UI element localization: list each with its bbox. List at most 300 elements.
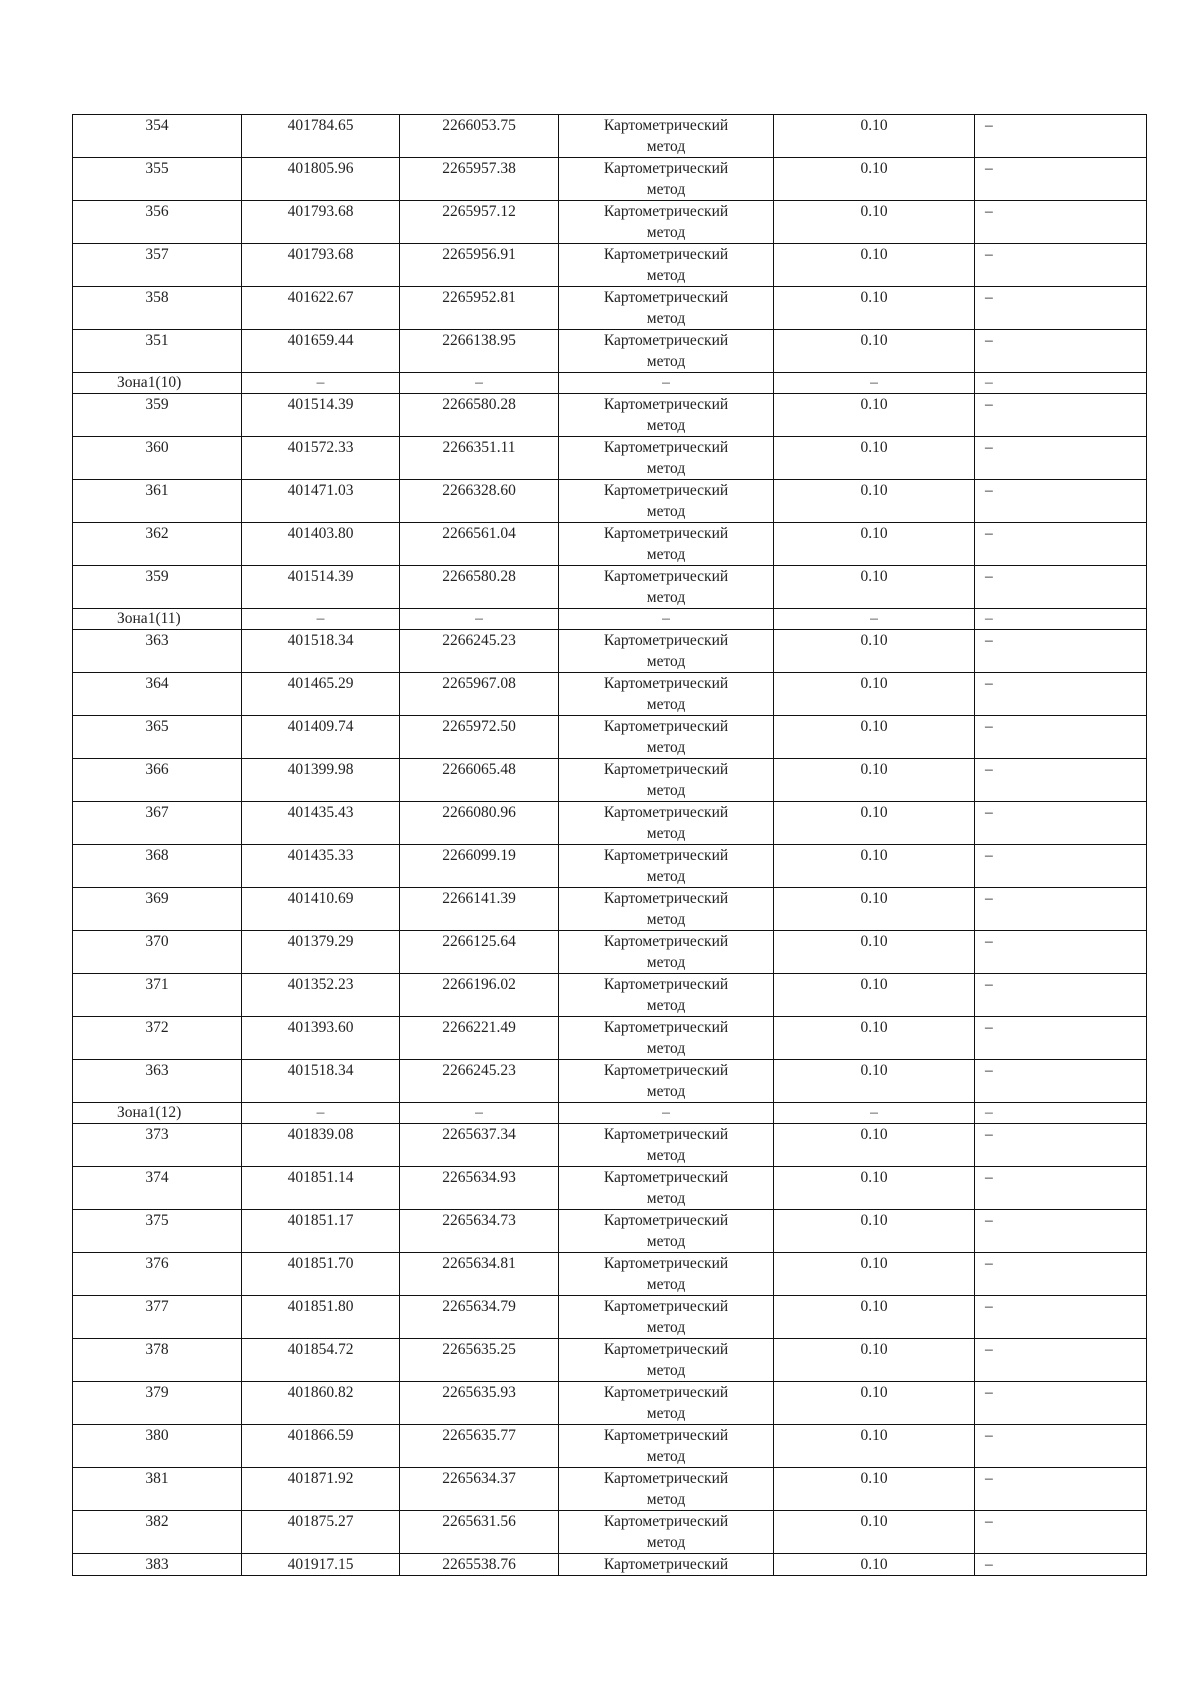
method-cell [559,115,774,158]
method-line-1: Картометрический [603,525,729,542]
method-line-2: метод [646,653,686,670]
y-coordinate-cell: 2265637.34 [400,1124,559,1167]
method-line-1: Картометрический [603,568,729,585]
accuracy-cell: 0.10 [774,480,975,523]
table-row [73,1210,1147,1253]
point-number-cell: 375 [73,1210,242,1253]
method-line-1: Картометрический [603,1019,729,1036]
point-number-cell: 382 [73,1511,242,1554]
method-line-1: Картометрический [603,482,729,499]
method-cell [559,1167,774,1210]
note-cell: – [975,1017,1147,1060]
point-number-cell: 364 [73,673,242,716]
method-line-1: Картометрический [603,117,729,134]
method-line-2: метод [646,310,686,327]
accuracy-cell: 0.10 [774,566,975,609]
y-coordinate-cell: 2266138.95 [400,330,559,373]
table-row [73,888,1147,931]
method-cell [559,716,774,759]
note-cell: – [975,1382,1147,1425]
note-cell: – [975,1511,1147,1554]
table-row [73,1468,1147,1511]
note-cell: – [975,888,1147,931]
x-coordinate-cell: 401805.96 [242,158,400,201]
point-number-cell: 358 [73,287,242,330]
method-line-1: Картометрический [603,1384,729,1401]
method-line-2: метод [646,460,686,477]
method-line-1: Картометрический [603,1427,729,1444]
point-number-cell: 370 [73,931,242,974]
point-number-cell: 363 [73,630,242,673]
note-cell: – [975,244,1147,287]
point-number-cell: 362 [73,523,242,566]
method-cell [559,523,774,566]
note-cell: – [975,158,1147,201]
method-line-2: метод [646,1362,686,1379]
x-coordinate-cell: 401622.67 [242,287,400,330]
note-cell: – [975,673,1147,716]
point-number-cell: 354 [73,115,242,158]
method-line-1: Картометрический [603,1556,729,1573]
point-number-cell: 377 [73,1296,242,1339]
y-coordinate-cell: 2265634.79 [400,1296,559,1339]
table-row [73,1253,1147,1296]
zone-dash-cell: – [242,609,400,630]
method-line-2: метод [646,1190,686,1207]
zone-dash-cell: – [774,373,975,394]
method-cell [559,480,774,523]
zone-dash-cell: – [242,1103,400,1124]
method-line-1: Картометрический [603,1062,729,1079]
accuracy-cell: 0.10 [774,931,975,974]
method-cell [559,394,774,437]
method-line-2: метод [646,696,686,713]
method-line-1: Картометрический [603,933,729,950]
method-cell [559,1017,774,1060]
method-line-1: Картометрический [603,1341,729,1358]
method-line-1: Картометрический [603,160,729,177]
y-coordinate-cell: 2266561.04 [400,523,559,566]
accuracy-cell: 0.10 [774,523,975,566]
x-coordinate-cell: 401379.29 [242,931,400,974]
note-cell: – [975,523,1147,566]
x-coordinate-cell: 401851.17 [242,1210,400,1253]
table-row [73,974,1147,1017]
y-coordinate-cell: 2265956.91 [400,244,559,287]
accuracy-cell: 0.10 [774,287,975,330]
note-cell: – [975,759,1147,802]
note-cell: – [975,115,1147,158]
note-cell: – [975,394,1147,437]
x-coordinate-cell: 401514.39 [242,566,400,609]
method-cell [559,1382,774,1425]
accuracy-cell: 0.10 [774,1339,975,1382]
note-cell: – [975,1468,1147,1511]
y-coordinate-cell: 2266196.02 [400,974,559,1017]
zone-dash-cell: – [559,609,774,630]
method-cell [559,759,774,802]
y-coordinate-cell: 2266099.19 [400,845,559,888]
method-line-2: метод [646,224,686,241]
y-coordinate-cell: 2266351.11 [400,437,559,480]
x-coordinate-cell: 401435.33 [242,845,400,888]
method-line-2: метод [646,1319,686,1336]
y-coordinate-cell: 2265635.93 [400,1382,559,1425]
point-number-cell: 359 [73,394,242,437]
method-line-1: Картометрический [603,761,729,778]
point-number-cell: 355 [73,158,242,201]
method-cell [559,1554,774,1576]
note-cell: – [975,802,1147,845]
method-cell [559,845,774,888]
method-cell [559,1124,774,1167]
y-coordinate-cell: 2265631.56 [400,1511,559,1554]
method-line-2: метод [646,1040,686,1057]
table-row [73,759,1147,802]
accuracy-cell: 0.10 [774,201,975,244]
y-coordinate-cell: 2265538.76 [400,1554,559,1576]
method-line-1: Картометрический [603,332,729,349]
x-coordinate-cell: 401784.65 [242,115,400,158]
note-cell: – [975,974,1147,1017]
y-coordinate-cell: 2265972.50 [400,716,559,759]
accuracy-cell: 0.10 [774,244,975,287]
accuracy-cell: 0.10 [774,1468,975,1511]
method-line-2: метод [646,589,686,606]
table-row [73,931,1147,974]
accuracy-cell: 0.10 [774,1425,975,1468]
method-line-2: метод [646,181,686,198]
method-cell [559,330,774,373]
note-cell: – [975,201,1147,244]
method-cell [559,201,774,244]
table-row [73,523,1147,566]
note-cell: – [975,716,1147,759]
accuracy-cell: 0.10 [774,394,975,437]
accuracy-cell: 0.10 [774,1060,975,1103]
table-row [73,480,1147,523]
method-line-2: метод [646,138,686,155]
point-number-cell: 373 [73,1124,242,1167]
x-coordinate-cell: 401518.34 [242,630,400,673]
method-line-2: метод [646,417,686,434]
method-line-1: Картометрический [603,1298,729,1315]
x-coordinate-cell: 401871.92 [242,1468,400,1511]
x-coordinate-cell: 401409.74 [242,716,400,759]
method-line-1: Картометрический [603,1255,729,1272]
point-number-cell: 357 [73,244,242,287]
point-number-cell: 365 [73,716,242,759]
note-cell: – [975,566,1147,609]
method-cell [559,287,774,330]
coordinates-table [72,114,1147,1576]
accuracy-cell: 0.10 [774,845,975,888]
method-cell [559,673,774,716]
point-number-cell: 361 [73,480,242,523]
method-line-1: Картометрический [603,203,729,220]
method-cell [559,931,774,974]
zone-dash-cell: – [400,373,559,394]
table-row [73,115,1147,158]
note-cell: – [975,330,1147,373]
table-row [73,845,1147,888]
y-coordinate-cell: 2265634.73 [400,1210,559,1253]
method-cell [559,1425,774,1468]
table-row [73,566,1147,609]
y-coordinate-cell: 2265634.37 [400,1468,559,1511]
point-number-cell: 359 [73,566,242,609]
accuracy-cell: 0.10 [774,1253,975,1296]
method-line-2: метод [646,1147,686,1164]
note-cell: – [975,1124,1147,1167]
point-number-cell: 380 [73,1425,242,1468]
x-coordinate-cell: 401514.39 [242,394,400,437]
accuracy-cell: 0.10 [774,1210,975,1253]
note-cell: – [975,630,1147,673]
method-line-2: метод [646,546,686,563]
point-number-cell: 371 [73,974,242,1017]
x-coordinate-cell: 401435.43 [242,802,400,845]
point-number-cell: 376 [73,1253,242,1296]
accuracy-cell: 0.10 [774,759,975,802]
note-cell: – [975,1060,1147,1103]
method-line-2: метод [646,1491,686,1508]
x-coordinate-cell: 401866.59 [242,1425,400,1468]
table-row [73,330,1147,373]
x-coordinate-cell: 401839.08 [242,1124,400,1167]
note-cell: – [975,437,1147,480]
accuracy-cell: 0.10 [774,330,975,373]
method-cell [559,566,774,609]
table-row [73,802,1147,845]
point-number-cell: 369 [73,888,242,931]
method-line-2: метод [646,868,686,885]
accuracy-cell: 0.10 [774,1296,975,1339]
x-coordinate-cell: 401854.72 [242,1339,400,1382]
method-cell [559,974,774,1017]
method-line-1: Картометрический [603,1470,729,1487]
y-coordinate-cell: 2265967.08 [400,673,559,716]
note-cell: – [975,931,1147,974]
table-row [73,437,1147,480]
table-row [73,1425,1147,1468]
method-cell [559,802,774,845]
method-cell [559,1060,774,1103]
point-number-cell: 367 [73,802,242,845]
method-cell [559,630,774,673]
y-coordinate-cell: 2266065.48 [400,759,559,802]
method-cell [559,1253,774,1296]
accuracy-cell: 0.10 [774,673,975,716]
method-line-1: Картометрический [603,246,729,263]
point-number-cell: 379 [73,1382,242,1425]
x-coordinate-cell: 401465.29 [242,673,400,716]
y-coordinate-cell: 2266080.96 [400,802,559,845]
table-row [73,158,1147,201]
method-line-2: метод [646,1405,686,1422]
note-cell: – [975,1425,1147,1468]
table-row [73,287,1147,330]
method-line-1: Картометрический [603,396,729,413]
y-coordinate-cell: 2265634.81 [400,1253,559,1296]
note-cell: – [975,287,1147,330]
y-coordinate-cell: 2265635.25 [400,1339,559,1382]
method-line-1: Картометрический [603,1126,729,1143]
accuracy-cell: 0.10 [774,1124,975,1167]
x-coordinate-cell: 401860.82 [242,1382,400,1425]
y-coordinate-cell: 2266245.23 [400,630,559,673]
note-cell: – [975,1339,1147,1382]
accuracy-cell: 0.10 [774,158,975,201]
point-number-cell: 372 [73,1017,242,1060]
method-cell [559,1339,774,1382]
method-line-1: Картометрический [603,1169,729,1186]
method-line-1: Картометрический [603,847,729,864]
accuracy-cell: 0.10 [774,437,975,480]
accuracy-cell: 0.10 [774,802,975,845]
y-coordinate-cell: 2266141.39 [400,888,559,931]
method-cell [559,888,774,931]
x-coordinate-cell: 401851.80 [242,1296,400,1339]
y-coordinate-cell: 2265635.77 [400,1425,559,1468]
zone-header-row [73,609,1147,630]
note-cell: – [975,1554,1147,1576]
point-number-cell: 368 [73,845,242,888]
table-row [73,1382,1147,1425]
zone-dash-cell: – [975,609,1147,630]
method-line-2: метод [646,1448,686,1465]
method-line-2: метод [646,825,686,842]
x-coordinate-cell: 401352.23 [242,974,400,1017]
x-coordinate-cell: 401471.03 [242,480,400,523]
method-cell [559,1468,774,1511]
method-line-1: Картометрический [603,718,729,735]
zone-label: Зона1(11) [73,609,242,630]
point-number-cell: 378 [73,1339,242,1382]
point-number-cell: 363 [73,1060,242,1103]
method-line-1: Картометрический [603,289,729,306]
y-coordinate-cell: 2265957.12 [400,201,559,244]
table-row [73,673,1147,716]
method-cell [559,437,774,480]
point-number-cell: 356 [73,201,242,244]
method-line-2: метод [646,1276,686,1293]
accuracy-cell: 0.10 [774,888,975,931]
zone-dash-cell: – [774,1103,975,1124]
x-coordinate-cell: 401518.34 [242,1060,400,1103]
method-line-1: Картометрический [603,1212,729,1229]
method-line-1: Картометрический [603,976,729,993]
y-coordinate-cell: 2266053.75 [400,115,559,158]
method-cell [559,1210,774,1253]
table-row [73,1060,1147,1103]
table-row [73,1124,1147,1167]
x-coordinate-cell: 401793.68 [242,201,400,244]
table-body [73,115,1147,1576]
accuracy-cell: 0.10 [774,630,975,673]
x-coordinate-cell: 401659.44 [242,330,400,373]
y-coordinate-cell: 2266580.28 [400,566,559,609]
x-coordinate-cell: 401399.98 [242,759,400,802]
zone-dash-cell: – [559,373,774,394]
point-number-cell: 383 [73,1554,242,1576]
method-cell [559,1296,774,1339]
table-row [73,201,1147,244]
method-line-1: Картометрический [603,675,729,692]
zone-label: Зона1(10) [73,373,242,394]
x-coordinate-cell: 401875.27 [242,1511,400,1554]
note-cell: – [975,1167,1147,1210]
accuracy-cell: 0.10 [774,1382,975,1425]
method-line-1: Картометрический [603,890,729,907]
zone-header-row [73,373,1147,394]
x-coordinate-cell: 401393.60 [242,1017,400,1060]
point-number-cell: 381 [73,1468,242,1511]
method-line-1: Картометрический [603,804,729,821]
x-coordinate-cell: 401851.70 [242,1253,400,1296]
point-number-cell: 374 [73,1167,242,1210]
method-line-2: метод [646,739,686,756]
y-coordinate-cell: 2265952.81 [400,287,559,330]
method-line-2: метод [646,997,686,1014]
accuracy-cell: 0.10 [774,974,975,1017]
method-line-2: метод [646,503,686,520]
accuracy-cell: 0.10 [774,1554,975,1576]
zone-dash-cell: – [559,1103,774,1124]
method-line-2: метод [646,1534,686,1551]
table-row [73,1296,1147,1339]
point-number-cell: 366 [73,759,242,802]
y-coordinate-cell: 2266580.28 [400,394,559,437]
zone-dash-cell: – [975,373,1147,394]
method-line-2: метод [646,267,686,284]
accuracy-cell: 0.10 [774,716,975,759]
zone-dash-cell: – [774,609,975,630]
zone-header-row [73,1103,1147,1124]
method-line-2: метод [646,353,686,370]
note-cell: – [975,1253,1147,1296]
method-line-2: метод [646,782,686,799]
method-line-2: метод [646,1083,686,1100]
method-cell [559,244,774,287]
x-coordinate-cell: 401403.80 [242,523,400,566]
table-row [73,1339,1147,1382]
x-coordinate-cell: 401410.69 [242,888,400,931]
x-coordinate-cell: 401572.33 [242,437,400,480]
method-line-1: Картометрический [603,1513,729,1530]
method-line-1: Картометрический [603,439,729,456]
x-coordinate-cell: 401851.14 [242,1167,400,1210]
method-line-2: метод [646,1233,686,1250]
zone-dash-cell: – [400,1103,559,1124]
method-line-1: Картометрический [603,632,729,649]
note-cell: – [975,845,1147,888]
table-row [73,1554,1147,1576]
method-line-2: метод [646,911,686,928]
accuracy-cell: 0.10 [774,1511,975,1554]
zone-dash-cell: – [242,373,400,394]
zone-dash-cell: – [400,609,559,630]
y-coordinate-cell: 2266245.23 [400,1060,559,1103]
y-coordinate-cell: 2265634.93 [400,1167,559,1210]
accuracy-cell: 0.10 [774,1017,975,1060]
table-row [73,716,1147,759]
zone-label: Зона1(12) [73,1103,242,1124]
table-row [73,630,1147,673]
table-row [73,394,1147,437]
table-row [73,244,1147,287]
note-cell: – [975,1210,1147,1253]
